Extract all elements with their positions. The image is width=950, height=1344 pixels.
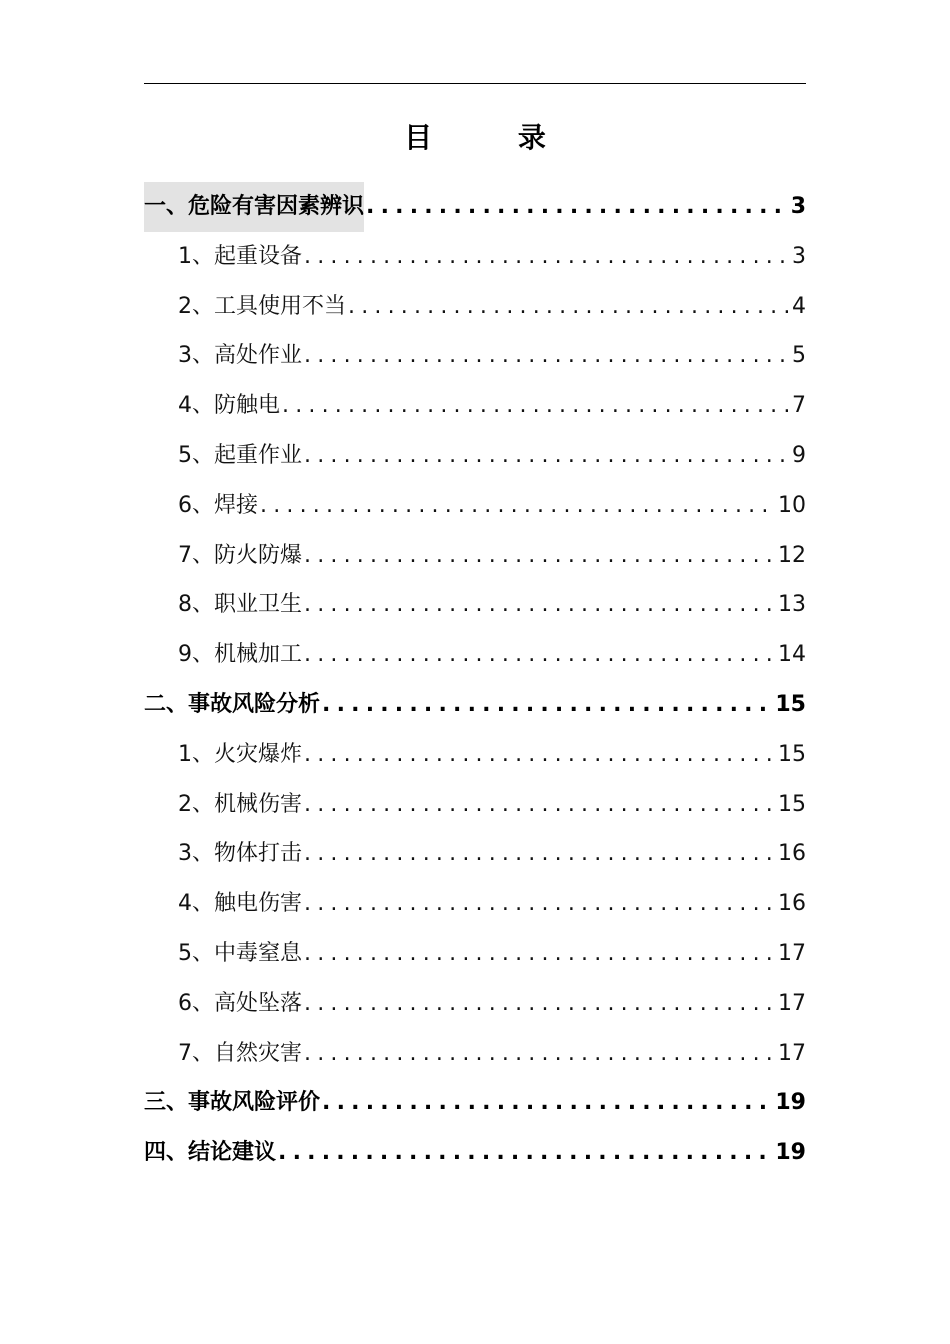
toc-entry[interactable] <box>144 381 806 431</box>
toc-entry-label: 2、机械伤害 <box>178 791 302 817</box>
toc-entry-label: 二、事故风险分析 <box>144 691 321 717</box>
toc-entry-label: 6、高处坠落 <box>178 990 302 1016</box>
toc-entry-label: 2、工具使用不当 <box>178 293 346 319</box>
toc-dot-leader <box>364 182 789 232</box>
toc-entry-page: 13 <box>778 592 806 618</box>
toc-entry-section-4[interactable] <box>144 1128 806 1178</box>
toc-entry-label: 3、高处作业 <box>178 343 302 369</box>
toc-entry-section-3[interactable] <box>144 1078 806 1128</box>
toc-dot-leader <box>302 1029 776 1079</box>
toc-dot-leader <box>302 232 790 282</box>
toc-entry-label: 9、机械加工 <box>178 642 302 668</box>
toc-dot-leader <box>302 879 776 929</box>
toc-entry[interactable] <box>144 730 806 780</box>
toc-dot-leader <box>320 1078 773 1128</box>
toc-entry-page: 17 <box>778 1040 806 1066</box>
toc-entry[interactable] <box>144 780 806 830</box>
toc-dot-leader <box>302 829 776 879</box>
toc-entry-page: 4 <box>792 293 806 319</box>
toc-dot-leader <box>302 630 776 680</box>
toc-entry-section-1[interactable] <box>144 182 806 232</box>
toc-entry-label: 一、危险有害因素辨识 <box>144 182 364 232</box>
toc-entry-label: 7、自然灾害 <box>178 1040 302 1066</box>
toc-dot-leader <box>302 531 776 581</box>
toc-entry[interactable] <box>144 879 806 929</box>
toc-entry-section-2[interactable] <box>144 680 806 730</box>
toc-entry[interactable] <box>144 929 806 979</box>
toc-entry-page: 15 <box>778 791 806 817</box>
toc-entry-label: 6、焊接 <box>178 492 258 518</box>
toc-entry[interactable] <box>144 431 806 481</box>
toc-entry-label: 3、物体打击 <box>178 841 302 867</box>
toc-entry[interactable] <box>144 282 806 332</box>
toc-entry[interactable] <box>144 580 806 630</box>
toc-entry[interactable] <box>144 531 806 581</box>
toc-dot-leader <box>302 431 790 481</box>
toc-entry-page: 14 <box>778 642 806 668</box>
toc-entry-page: 16 <box>778 841 806 867</box>
toc-dot-leader <box>258 481 776 531</box>
toc-entry-page: 3 <box>792 243 806 269</box>
toc-entry-page: 12 <box>778 542 806 568</box>
toc-entry[interactable] <box>144 232 806 282</box>
toc-entry-page: 17 <box>778 990 806 1016</box>
toc-entry[interactable] <box>144 979 806 1029</box>
toc-entry-page: 15 <box>778 741 806 767</box>
toc-entry-label: 1、火灾爆炸 <box>178 741 302 767</box>
toc-entry-page: 19 <box>775 1140 806 1166</box>
toc-entry-page: 16 <box>778 891 806 917</box>
toc-entry-page: 7 <box>792 393 806 419</box>
toc-entry[interactable] <box>144 481 806 531</box>
toc-entry-label: 8、职业卫生 <box>178 592 302 618</box>
toc-dot-leader <box>302 979 776 1029</box>
toc-title: 目 录 <box>404 121 584 154</box>
toc-entry[interactable] <box>144 630 806 680</box>
toc-dot-leader <box>302 331 790 381</box>
toc-entry-page: 3 <box>790 194 806 219</box>
toc-dot-leader <box>302 780 776 830</box>
toc-entry[interactable] <box>144 829 806 879</box>
toc-entry-page: 19 <box>775 1090 806 1116</box>
toc-dot-leader <box>302 580 776 630</box>
toc-dot-leader <box>280 381 790 431</box>
toc-entry-label: 四、结论建议 <box>144 1140 277 1166</box>
toc-entry-page: 5 <box>792 343 806 369</box>
toc-entry-label: 5、中毒窒息 <box>178 940 302 966</box>
toc-entry-label: 三、事故风险评价 <box>144 1090 321 1116</box>
header-rule <box>144 83 806 84</box>
toc-entry-label: 1、起重设备 <box>178 243 302 269</box>
toc-dot-leader <box>320 680 773 730</box>
toc-entry[interactable] <box>144 1029 806 1079</box>
toc-dot-leader <box>302 730 776 780</box>
toc-entry-page: 17 <box>778 940 806 966</box>
toc-dot-leader <box>302 929 776 979</box>
toc-entry-label: 7、防火防爆 <box>178 542 302 568</box>
toc-entry-page: 9 <box>792 442 806 468</box>
toc-entry-page: 10 <box>778 492 806 518</box>
toc-dot-leader <box>346 282 790 332</box>
toc-entry[interactable] <box>144 331 806 381</box>
toc-entry-label: 4、触电伤害 <box>178 891 302 917</box>
toc-entry-page: 15 <box>775 691 806 717</box>
toc-entry-label: 4、防触电 <box>178 393 280 419</box>
table-of-contents <box>144 182 806 1178</box>
toc-dot-leader <box>276 1128 773 1178</box>
toc-entry-label: 5、起重作业 <box>178 442 302 468</box>
